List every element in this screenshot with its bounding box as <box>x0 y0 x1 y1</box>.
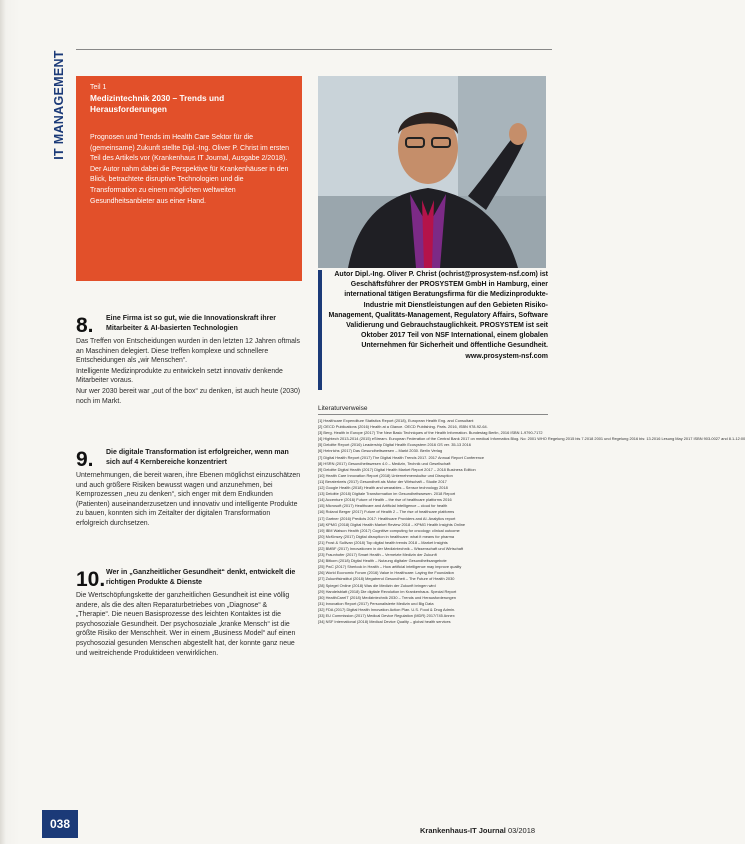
section-9 <box>76 448 302 529</box>
section-heading: Wer in „Ganzheitlicher Gesundheit“ denkt, entwickelt die richtigen Produkte & Dienste <box>106 569 296 586</box>
footer-journal: Krankenhaus-IT Journal <box>420 826 506 835</box>
section-paragraph: Die Wertschöpfungskette der ganzheitlichen Gesundheit ist eine völlig andere, als die des alten Reparaturbetriebes von „Diagnose“ & „Therapie“. Die neuen Basisprozesse des leichten Kontaktes ist die psychosoziale Gesundheit. Der psychosoziale „kranke Mensch“ ist die größte Risiko der Menschheit. Wer in einem „Business Model“ auf einen psychosozial gesunden Menschen abgestellt hat, der konnte ganz neue und weitreichende Produktideen verwirklichen. <box>76 592 296 657</box>
intro-box <box>76 76 302 281</box>
literature-entry: [11] Beraterkreis (2017) Gesundheit als Motor der Wirtschaft – Studie 2017 <box>318 478 447 484</box>
literature-rule <box>318 414 548 415</box>
section-number: 9. <box>76 448 94 471</box>
literature-entry: [34] NSF International (2018) Medical Device Quality – global health services <box>318 619 451 625</box>
literature-entry: [12] Google Health (2018) Health and wearables – Sensor technology 2018 <box>318 485 448 491</box>
literature-entry: [29] Handelsblatt (2018) Die digitale Revolution im Krankenhaus. Special Report <box>318 588 457 594</box>
author-accent-bar <box>318 270 322 390</box>
literature-entry: [15] Microsoft (2017) Healthcare and Artificial Intelligence – cloud for health <box>318 503 448 509</box>
section-label-text: IT MANAGEMENT <box>52 50 66 160</box>
literature-entry: [26] World Economic Forum (2016) Value in Healthcare: Laying the Foundation <box>318 570 454 576</box>
section-paragraph: Das Treffen von Entscheidungen wurden in den letzten 12 Jahren oftmals an Maschinen delegiert. Diese treffen komplexe und schnellere Entscheidungen als „wir Menschen“. <box>76 338 300 365</box>
literature-entry: [6] Heinrichs (2017) Das Gesundheitswesen – Markt 2030. Berlin Verlag <box>318 448 443 454</box>
literature-entry: [13] Deloitte (2018) Digitale Transformation im Gesundheitswesen. 2018 Report <box>318 491 456 497</box>
literature-entry: [23] Fraunhofer (2017) Smart Health – Vernetzte Medizin der Zukunft <box>318 552 437 558</box>
literature-entry: [24] Bitkom (2018) Digital Health – Nutzung digitaler Gesundheitsangebote <box>318 558 447 564</box>
section-paragraph: Nur wer 2030 bereit war „out of the box“ zu denken, ist auch heute (2030) noch im Markt. <box>76 387 301 405</box>
literature-entry: [2] OECD Publications (2016) Health at a Glance. OECD Publishing. Paris. 2016, ISBN 978-92-64. <box>318 424 488 430</box>
author-photo <box>318 76 546 268</box>
literature-entry: [32] FDA (2017) Digital Health Innovation Action Plan. U.S. Food & Drug Admin. <box>318 606 456 612</box>
section-8 <box>76 314 302 406</box>
footer-issue: 03/2018 <box>507 826 536 835</box>
literature-entry: [21] Frost & Sullivan (2018) Top digital health trends 2018 – Market Insights <box>318 539 448 545</box>
literature-title: Literaturverweise <box>318 405 368 412</box>
literature-entry: [18] KPMG (2018) Digital Health Market Review 2018 – KPMG Health Insights Online <box>318 521 466 527</box>
literature-entry: [22] BMBF (2017) Innovationen in der Medizintechnik – Wissenschaft und Wirtschaft <box>318 545 464 551</box>
literature-entry: [30] HealthCareIT (2018) Medizintechnik 2030 – Trends und Herausforderungen <box>318 594 456 600</box>
literature-entry: [33] EU Commission (2017) Medical Device Regulation (MDR) 2017/745 Annex <box>318 613 455 618</box>
top-rule <box>76 49 552 50</box>
literature-entry: [10] Health Care Innovation Report (2018) Unternehmenskultur und Disruption <box>318 472 453 478</box>
section-label <box>46 20 72 190</box>
footer <box>420 826 535 835</box>
literature-entry: [5] Deloitte Report (2016) Leadership Digital Health Ecosystem 2016 GS ver. 35-13 2016 <box>318 442 471 448</box>
literature-entry: [8] HSRN (2017) Gesundheitswesen 4.0 – Medizin, Technik und Gesellschaft <box>318 460 451 466</box>
section-paragraph: Intelligente Medizinprodukte zu entwickeln setzt innovativ denkende Mitarbeiter voraus. <box>76 367 283 385</box>
author-photo-illustration <box>318 76 546 268</box>
literature-entry: [28] Spiegel Online (2018) Was die Medizin der Zukunft bringen wird <box>318 582 436 588</box>
literature-list <box>318 418 745 625</box>
intro-text: Prognosen und Trends im Health Care Sektor für die (gemeinsame) Zukunft stellte Dipl.-Ing. Oliver P. Christ im ersten Teil des Artikels vor (Krankenhaus IT Journal, Ausgabe 2/2018). Der Autor nahm dabei die Perspektive für Krankenhäuser in den Blick, betrachtete disruptive Technologien und die Transformation zu einem möglichen weltweiten Gesundheitsanbieter aus einer Hand. <box>90 134 290 205</box>
literature-entry: [14] Accenture (2016) Future of Health – the rise of healthcare platforms 2016 <box>318 497 452 503</box>
literature-entry: [17] Gartner (2016) Predicts 2017: Healthcare Providers and AI. Analytics report <box>318 515 456 521</box>
literature-entry: [9] Deloitte Digital Health (2017) Digital Health Market Report 2017 – 2018 Business Edition <box>318 466 476 472</box>
section-number: 8. <box>76 314 94 337</box>
page-number: 038 <box>42 810 78 838</box>
literature-entry: [7] Digital Health Report (2017) The Digital Health Trends 2017. 2017 Annual Report Conference <box>318 454 485 460</box>
section-paragraph: Unternehmungen, die bereit waren, ihre Ebenen möglichst einzuschätzen und auch größere Risiken bewusst wagen und anzunehmen, bei Kernprozessen „neu zu denken“, sich enger mit dem Endkunden (Patienten) auseinanderzusetzen und innovativ und intelligente Produkte zu bauen, konnten sich im Zeitalter der digitalen Transformation erfolgreich durchsetzen. <box>76 472 301 527</box>
literature-entry: [16] Roland Berger (2017) Future of Health 2 – The rise of healthcare platforms <box>318 509 455 515</box>
section-heading: Die digitale Transformation ist erfolgreicher, wenn man sich auf 4 Kernbereiche konzentriert <box>106 449 289 466</box>
literature-entry: [25] PwC (2017) Sherlock in Health – How artificial intelligence may improve quality <box>318 564 462 570</box>
literature-entry: [4] Hightech 2013-2014 (2015) eStream. European Federation of the Central Bank 2017 on medical Informatics Blog. No: 2001 WHO Regelung 2015 bis 7.2018 2001 und Regelung 2016 bis: 13.2016 Lesung May 2017 ISBN 903-0027 and 8.1-12:00 <box>318 436 745 442</box>
literature-entry: [3] Berg. Health in Europe (2017) The New Basic Techniques of the Health Information. Bundestag Berlin, 2016 ISBN 1-9790-7172 <box>318 430 543 436</box>
literature-entry: [1] Healthcare Expenditure Statistics Report (2018), European Health Eng. and Consultant <box>318 418 474 423</box>
intro-headline: Medizintechnik 2030 – Trends und Herausforderungen <box>90 93 225 114</box>
literature-entry: [27] Zukunftsinstitut (2018) Megatrend Gesundheit – The Future of Health 2030 <box>318 576 455 582</box>
literature-entry: [31] Innovation Report (2017) Personalisierte Medizin und Big Data <box>318 600 434 606</box>
intro-part: Teil 1 <box>90 84 107 91</box>
literature-entry: [19] IBM Watson Health (2017) Cognitive computing for oncology: clinical outcome <box>318 527 460 533</box>
section-10 <box>76 568 302 658</box>
literature-entry: [20] McKinsey (2017) Digital disruption in healthcare: what it means for pharma <box>318 533 455 539</box>
section-number: 10. <box>76 568 106 591</box>
author-bio: Autor Dipl.-Ing. Oliver P. Christ (ochrist@prosystem-nsf.com) ist Geschäftsführer der PROSYSTEM GmbH in Hamburg, einer international tätigen Beratungsfirma für die Medizinprodukte-Industrie mit Dienstleistungen auf den Gebieten Risiko-Management, Qualitäts-Management, Regulatory Affairs, Software Validierung und Gebrauchstauglichkeit. PROSYSTEM ist seit Oktober 2017 Teil von NSF International, einem globalen Unternehmen für Sicherheit und öffentliche Gesundheit. www.prosystem-nsf.com <box>328 271 548 360</box>
section-heading: Eine Firma ist so gut, wie die Innovationskraft ihrer Mitarbeiter & AI-basierten Technologien <box>106 315 276 332</box>
